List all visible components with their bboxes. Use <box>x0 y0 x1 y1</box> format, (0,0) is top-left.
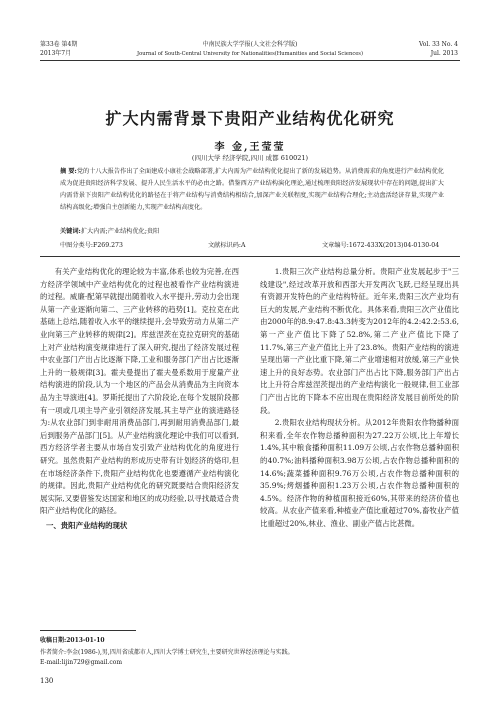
paper-title: 扩大内需背景下贵阳产业结构优化研究 <box>105 109 395 128</box>
abstract-text: 党的十八大报告作出了全面建成小康社会战略部署,扩大内需为产业结构优化提出了新的发展趋势。从消费需求的角度进行产业结构优化成为促进贵阳经济科学发展、提升人民生活水平的必由之路。借鉴西方产业结构演化理论,通过梳理贵阳经济发展现状中存在的问题,提出扩大内需背景下贵阳产业结构优化的路径在于将产业结构与消费结构相结合,加深产业关联程度,实现产业结构合理化;主动盘活经济存量,实现产业结构高级化;增强自主创新能力,实现产业结构高度化。 <box>60 168 444 211</box>
keywords-text: 扩大内需;产业结构优化;贵阳 <box>80 228 160 235</box>
abstract-label: 摘 要: <box>60 168 77 175</box>
author-bio: 作者简介:李金(1986-),男,四川省成都市人,四川大学博士研究生,主要研究世界经济理论与实践。 <box>40 649 294 656</box>
volume-issue-cn: 第33卷 第4期 <box>40 41 78 48</box>
journal-name-en: Journal of South-Central University for Nationalities(Humanities and Social Sciences) <box>137 51 363 57</box>
keywords-label: 关键词: <box>60 228 81 235</box>
abstract <box>60 166 444 214</box>
date-en: Jul. 2013 <box>430 50 458 57</box>
left-column <box>40 266 239 532</box>
author-email: E-mail:lijin729@gmail.com <box>40 659 123 666</box>
footnote-rule <box>40 630 136 631</box>
abstract-rule <box>40 256 460 257</box>
body-paragraph: 1.贵阳三次产业结构总量分析。贵阳产业发展起步于"三线建设",经过改革开放和西部大开发两次飞跃,已经呈现出具有资源开发特色的产业结构特征。近年来,贵阳三次产业均有巨大的发展,产业结构不断优化。具体来看,贵阳三次产业值比由2000年的8.9:47.8:43.3转变为2012年的4.2:42.2:53.6,第一产业产值比下降了52.8%,第二产业产值比下降了11.7%,第三产业产值比上升了23.8%。贵阳产业结构的演进呈现出第一产业比重下降,第二产业增速相对放缓,第三产业快速上升的良好态势。农业部门产出占比下降,服务部门产出占比上升符合库兹涅茨提出的产业结构演化一般规律,但工业部门产出占比的下降本不应出现在贵阳经济发展目前所处的阶段。 <box>260 267 459 415</box>
section-heading: 一、贵阳产业结构的现状 <box>46 520 128 530</box>
header-rule <box>40 60 460 61</box>
body-paragraph: 2.贵阳农业结构现状分析。从2012年贵阳农作物播种面积来看,全年农作物总播种面积为27.22万公顷,比上年增长1.4%,其中粮食播种面积11.09万公顷,占农作物总播种面积的40.7%;油料播种面积3.98万公顷,占农作物总播种面积的14.6%;蔬菜播种面积9.76万公顷,占农作物总播种面积的35.9%;烤烟播种面积1.23万公顷,占农作物总播种面积的4.5%。经济作物的种植面积接近60%,其带来的经济价值也较高。从农业产值来看,种植业产值比重超过70%,畜牧业产值比重超过20%,林业、渔业、副业产值占比甚微。 <box>260 418 459 528</box>
author-affiliation: (四川大学 经济学院,四川 成都 610021) <box>191 154 309 162</box>
journal-name-cn: 中南民族大学学报(人文社会科学版) <box>202 41 298 48</box>
keywords-line <box>60 226 159 235</box>
page-number: 130 <box>40 677 54 685</box>
body-paragraph: 有关产业结构优化的理论较为丰富,体系也较为完善,在西方经济学领域中产业结构优化的过程也被看作产业结构演进的过程。威廉·配第早就提出随着收入水平提升,劳动力会出现从第一产业逐渐向第二、三产业转移的趋势[1]。克拉克在此基础上总结,随着收入水平的继续提升,会导致劳动力从第二产业向第三产业转移的规律[2]。库兹涅茨在克拉克研究的基础上对产业结构演变规律进行了深入研究,提出了经济发展过程中农业部门产出占比逐渐下降,工业和服务部门产出占比逐渐上升的一般规律[3]。霍夫曼提出了霍夫曼系数用于度量产业结构演进的阶段,认为一个地区的产品会从消费品为主向资本品为主导演进[4]。罗斯托提出了六阶段论,在每个发展阶段都有一项或几项主导产业引领经济发展,其主导产业的演进路径为:从农业部门到非耐用消费品部门,再到耐用消费品部门,最后到服务产品部门[5]。从产业结构演化理论中我们可以看到,西方经济学者主要从市场自发引致产业结构优化的角度进行研究。虽然贵阳产业结构的形成历史带有计划经济的烙印,但在市场经济条件下,贵阳产业结构优化也要遵循产业结构演化的规律。因此,贵阳产业结构优化的研究既要结合贵阳经济发展实际,又要借鉴发达国家和地区的成功经验,以寻找最适合贵阳产业结构优化的路径。 <box>40 267 239 516</box>
clc-number: 中图分类号:F269.273 <box>60 242 123 249</box>
author-names: 李 金,王莹莹 <box>214 142 286 153</box>
article-number: 文章编号:1672-433X(2013)04-0130-04 <box>322 242 440 249</box>
volume-issue-en: Vol. 33 No. 4 <box>418 41 458 48</box>
received-date: 收稿日期:2013-01-10 <box>40 637 105 644</box>
date-cn: 2013年7月 <box>40 50 72 57</box>
document-code: 文献标识码:A <box>208 242 246 249</box>
right-column <box>260 266 459 530</box>
